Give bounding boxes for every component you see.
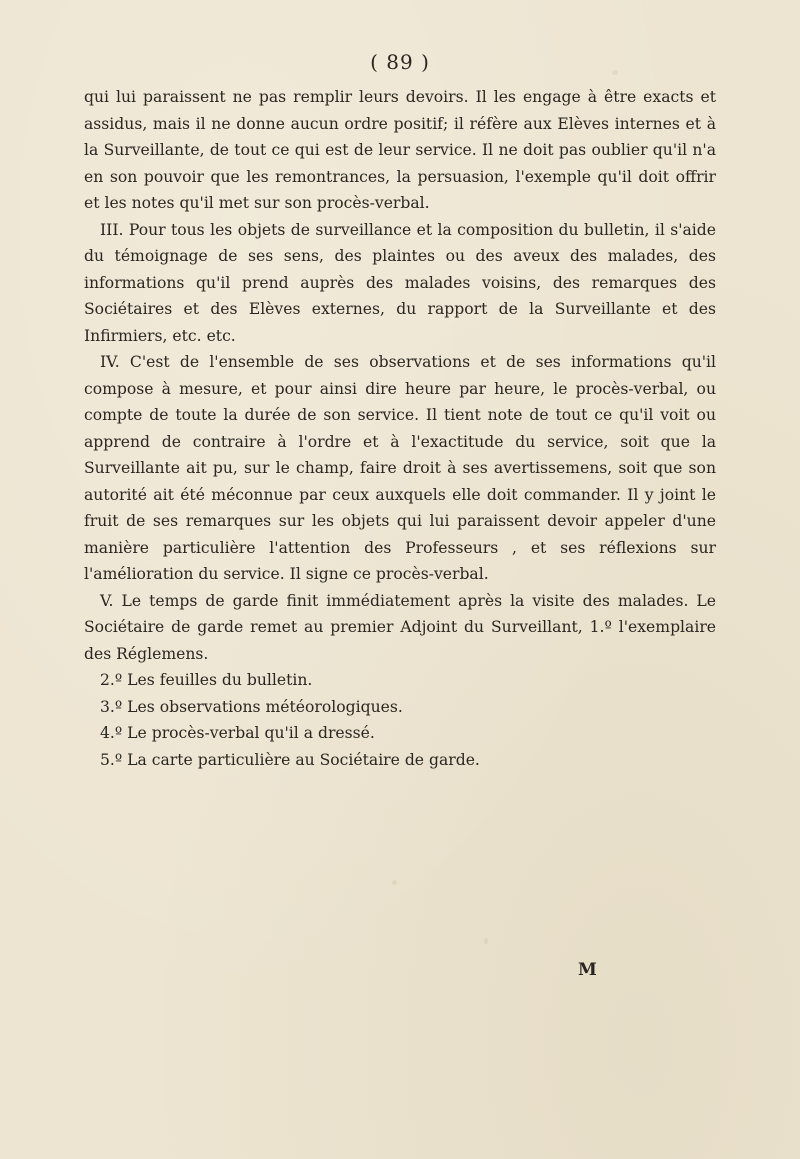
list-item: 5.º La carte particulière au Sociétaire de garde. — [100, 750, 480, 769]
list-item: 2.º Les feuilles du bulletin. — [100, 671, 313, 689]
page-number: ( 89 ) — [370, 50, 430, 74]
list-item: 3.º Les observations météorologiques. — [100, 697, 403, 716]
paragraph-continuation: qui lui paraissent ne pas remplir leurs devoirs. Il les engage à être exacts et assidus, mais il ne donne aucun ordre positif; il réfère aux Elèves internes et à la Surveillante, de tout ce qui est de leur service. Il ne doit pas oublier qu'il n'a en son pouvoir que les remontrances, la persuasion, l'exemple qu'il doit offrir et les notes qu'il met sur son procès-verbal. — [84, 88, 716, 212]
paper-stain — [484, 938, 488, 944]
paragraph-section-5: V. Le temps de garde finit immédiatement après la visite des malades. Le Sociétaire de garde remet au premier Adjoint du Surveillant, 1.º l'exemplaire des Réglemens. — [84, 591, 716, 663]
list-item: 4.º Le procès-verbal qu'il a dressé. — [100, 724, 375, 742]
body-text — [84, 84, 716, 773]
signature-mark: M — [578, 960, 597, 980]
paper-stain — [392, 880, 397, 885]
paragraph-section-3: III. Pour tous les objets de surveillance et la composition du bulletin, il s'aide du témoignage de ses sens, des plaintes ou des aveux des malades, des informations qu'il prend auprès des malades voisins, des remarques des Sociétaires et des Elèves externes, du rapport de la Surveillante et des Infirmiers, etc. etc. — [84, 220, 716, 345]
paragraph-section-4: IV. C'est de l'ensemble de ses observations et de ses informations qu'il compose à mesure, et pour ainsi dire heure par heure, le procès-verbal, ou compte de toute la durée de son service. Il tient note de tout ce qu'il voit ou apprend de contraire à l'ordre et à l'exactitude du service, soit que la Surveillante ait pu, sur le champ, faire droit à ses avertissemens, soit que son autorité ait été méconnue par ceux auxquels elle doit commander. Il y joint le fruit de ses remarques sur les objets qui lui paraissent devoir appeler d'une manière particulière l'attention des Professeurs , et ses réflexions sur l'amélioration du service. Il signe ce procès-verbal. — [84, 353, 716, 583]
